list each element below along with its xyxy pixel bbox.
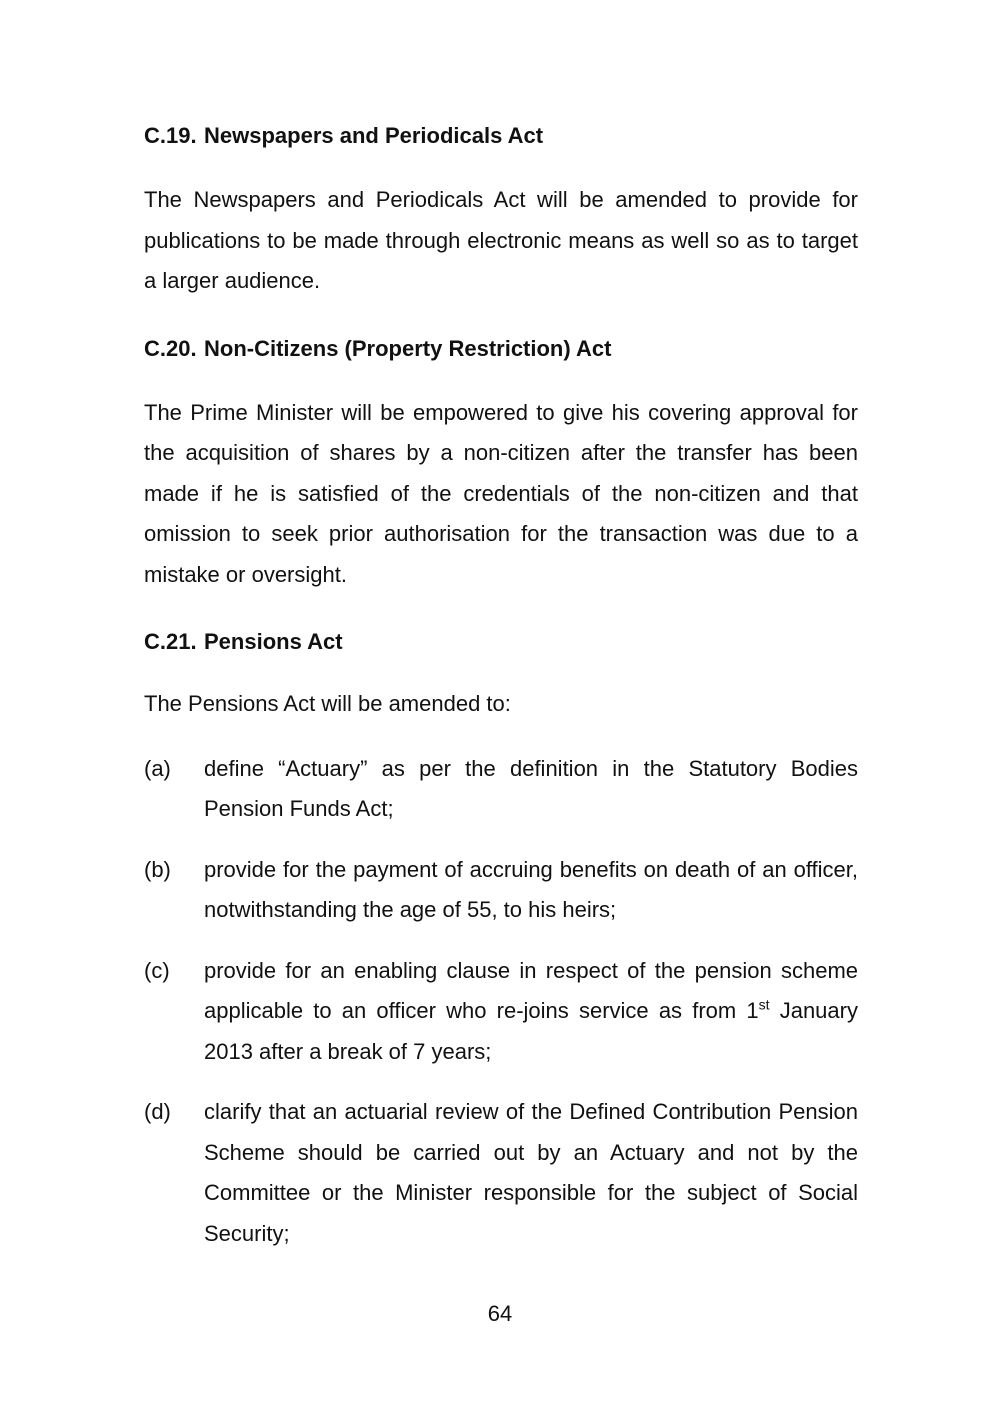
list-item [144, 749, 858, 830]
list-item [144, 1092, 858, 1254]
section-number: C.21. [144, 629, 197, 654]
section-heading-c19 [144, 116, 858, 156]
list-item-text [204, 951, 858, 1073]
section-number: C.19. [144, 123, 197, 148]
section-heading-c20 [144, 329, 858, 369]
section-title: Non-Citizens (Property Restriction) Act [204, 335, 612, 361]
section-number: C.20. [144, 335, 197, 361]
list-item-label: (b) [144, 856, 171, 882]
list-item-label: (a) [144, 755, 171, 781]
list-item-text: provide for the payment of accruing benefits on death of an officer, notwithstanding the age of 55, to his heirs; [204, 856, 858, 922]
section-body-c19: The Newspapers and Periodicals Act will be amended to provide for publications to be made through electronic means as well so as to target a larger audience. [144, 187, 858, 293]
page-number: 64 [487, 1301, 513, 1326]
section-intro-c21: The Pensions Act will be amended to: [144, 691, 511, 716]
section-heading-c21 [144, 622, 858, 662]
section-title: Newspapers and Periodicals Act [204, 123, 544, 148]
section-title: Pensions Act [204, 629, 343, 654]
list-item-text: clarify that an actuarial review of the Defined Contribution Pension Scheme should be carried out by an Actuary and not by the Committee or the Minister responsible for the subject of Social Security; [204, 1099, 858, 1246]
list-item-label: (c) [144, 957, 170, 983]
list-item-text-part: provide for an enabling clause in respect of the pension scheme applicable to an officer who re-joins service as from 1 [204, 957, 858, 1023]
list-item-text: define “Actuary” as per the definition in the Statutory Bodies Pension Funds Act; [204, 755, 858, 821]
list-item-label: (d) [144, 1099, 171, 1124]
document-page [144, 112, 858, 1254]
list-item [144, 850, 858, 931]
list-item [144, 951, 858, 1073]
list-item-text-part: January 2013 after a break of 7 years; [204, 998, 858, 1064]
ordinal-suffix: st [758, 996, 770, 1013]
section-body-c20: The Prime Minister will be empowered to give his covering approval for the acquisition of shares by a non-citizen after the transfer has been made if he is satisfied of the credentials of the non-citizen and that omission to seek prior authorisation for the transaction was due to a mistake or oversight. [144, 399, 858, 587]
